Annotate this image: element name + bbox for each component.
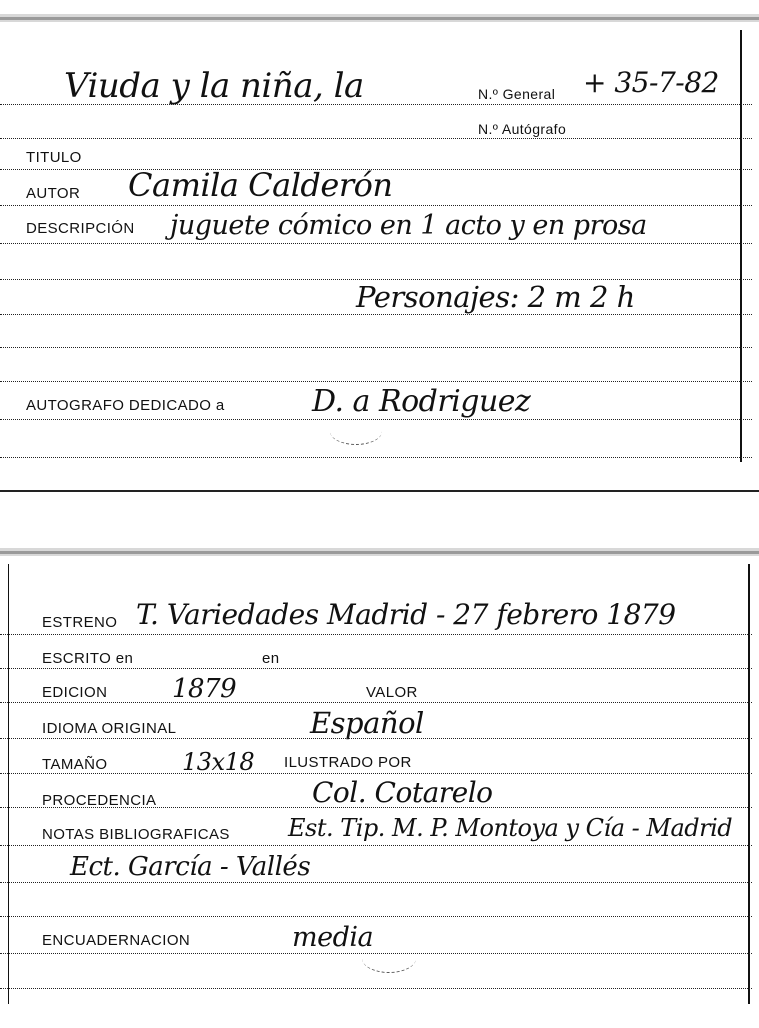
rule-line [0,457,752,458]
rule-line [0,347,752,348]
autor-value: Camila Calderón [128,166,393,204]
card-separator [0,490,759,492]
general-number-label: N.º General [478,86,556,102]
edicion-value: 1879 [172,674,237,704]
rule-line [0,634,752,635]
rule-line [0,953,752,954]
encuadernacion-value: media [292,922,374,953]
catalog-card-bottom [0,536,759,1028]
rule-line [0,138,752,139]
escrito-en-label: en [262,650,280,667]
procedencia-value: Col. Cotarelo [312,776,493,809]
valor-label: VALOR [366,684,418,701]
card-left-border [8,564,9,1004]
dedicado-label: AUTOGRAFO DEDICADO a [26,397,225,414]
rule-line [0,773,752,774]
rule-line [0,243,752,244]
notas-value-line-1: Est. Tip. M. P. Montoya y Cía - Madrid [288,814,733,842]
estreno-label: ESTRENO [42,614,118,631]
descripcion-label: DESCRIPCIÓN [26,220,135,237]
autor-label: AUTOR [26,185,81,202]
estreno-value: T. Variedades Madrid - 27 febrero 1879 [136,598,676,631]
rule-line [0,882,752,883]
rule-line [0,807,752,808]
autografo-number-label: N.º Autógrafo [478,121,567,137]
rule-line [0,314,752,315]
personajes-value: Personajes: 2 m 2 h [356,280,635,314]
idioma-label: IDIOMA ORIGINAL [42,720,177,737]
titulo-label: TITULO [26,149,82,166]
rule-line [0,988,752,989]
notas-value-line-2: Ect. García - Vallés [70,852,311,882]
edicion-label: EDICION [42,684,108,701]
title-handwritten: Viuda y la niña, la [64,66,364,106]
rule-line [0,205,752,206]
torn-edge-texture [0,542,759,564]
escrito-label: ESCRITO en [42,650,134,667]
notas-label: NOTAS BIBLIOGRAFICAS [42,826,230,843]
descripcion-value: juguete cómico en 1 acto y en prosa [170,210,647,241]
rule-line [0,916,752,917]
rule-line [0,702,752,703]
catalog-card-top [0,0,759,495]
rule-line [0,104,752,105]
dedicado-value: D. a Rodriguez [312,384,531,419]
procedencia-label: PROCEDENCIA [42,792,157,809]
torn-edge-texture [0,8,759,30]
card-right-border [740,30,742,462]
tamano-label: TAMAÑO [42,756,108,773]
ilustrado-label: ILUSTRADO POR [284,754,412,771]
tamano-value: 13x18 [182,748,255,776]
card-right-border [748,564,750,1004]
encuadernacion-label: ENCUADERNACION [42,932,191,949]
rule-line [0,738,752,739]
idioma-value: Español [310,706,424,740]
rule-line [0,381,752,382]
ink-smudge [362,944,416,973]
rule-line [0,668,752,669]
general-number-value: + 35-7-82 [583,66,719,99]
rule-line [0,419,752,420]
rule-line [0,845,752,846]
ink-smudge [330,418,382,445]
